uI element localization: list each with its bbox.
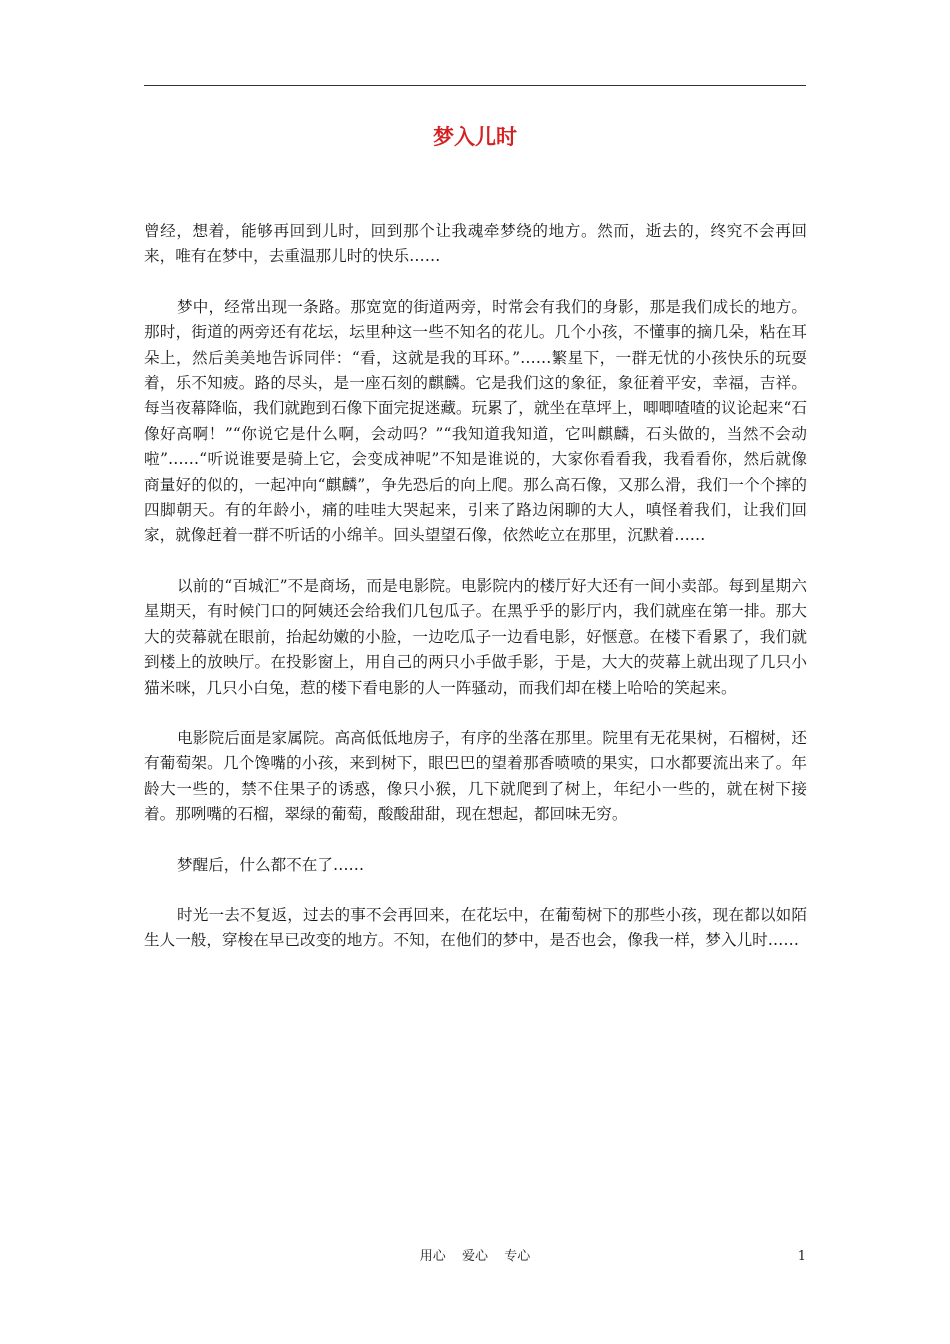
paragraph-cinema: 以前的“百城汇”不是商场，而是电影院。电影院内的楼厅好大还有一间小卖部。每到星期六星期天，有时候门口的阿姨还会给我们几包瓜子。在黑乎乎的影厅内，我们就座在第一排。那大大的荧幕就在眼前，抬起幼嫩的小脸，一边吃瓜子一边看电影，好惬意。在楼下看累了，我们就到楼上的放映厅。在投影窗上，用自己的两只小手做手影，于是，大大的荧幕上就出现了几只小猫米咪，几只小白兔，惹的楼下看电影的人一阵骚动，而我们却在楼上哈哈的笑起来。 [144, 576, 807, 697]
header-rule [144, 85, 806, 86]
paragraph-street: 梦中，经常出现一条路。那宽宽的街道两旁，时常会有我们的身影，那是我们成长的地方。那时，街道的两旁还有花坛，坛里种这一些不知名的花儿。几个小孩，不懂事的摘几朵，粘在耳朵上，然后美美地告诉同伴：“看，这就是我的耳环。”……繁星下，一群无忧的小孩快乐的玩耍着，乐不知疲。路的尽头，是一座石刻的麒麟。它是我们这的象征，象征着平安，幸福，吉祥。每当夜幕降临，我们就跑到石像下面完捉迷藏。玩累了，就坐在草坪上，唧唧喳喳的议论起来“石像好高啊！”“你说它是什么啊，会动吗？”“我知道我知道，它叫麒麟，石头做的，当然不会动啦”……“听说谁要是骑上它，会变成神呢”不知是谁说的，大家你看看我，我看看你，然后就像商量好的似的，一起冲向“麒麟”，争先恐后的向上爬。那么高石像，又那么滑，我们一个个摔的四脚朝天。有的年龄小，痛的哇哇大哭起来，引来了路边闲聊的大人，嗔怪着我们，让我们回家，就像赶着一群不听话的小绵羊。回头望望石像，依然屹立在那里，沉默着…… [144, 297, 807, 545]
footer-motto: 用心 爱心 专心 [419, 1249, 531, 1264]
paragraph-courtyard: 电影院后面是家属院。高高低低地房子，有序的坐落在那里。院里有无花果树，石榴树，还有葡萄架。几个馋嘴的小孩，来到树下，眼巴巴的望着那香喷喷的果实，口水都要流出来了。年龄大一些的，禁不住果子的诱惑，像只小猴，几下就爬到了树上，年纪小一些的，就在树下接着。那咧嘴的石榴，翠绿的葡萄，酸酸甜甜，现在想起，都回味无穷。 [144, 728, 807, 824]
paragraph-closing: 时光一去不复返，过去的事不会再回来，在花坛中，在葡萄树下的那些小孩，现在都以如陌生人一般，穿梭在早已改变的地方。不知，在他们的梦中，是否也会，像我一样，梦入儿时…… [144, 905, 807, 950]
document-body [144, 219, 807, 979]
page-number: 1 [797, 1249, 806, 1264]
document-title: 梦入儿时 [433, 125, 517, 149]
paragraph-intro: 曾经，想着，能够再回到儿时，回到那个让我魂牵梦绕的地方。然而，逝去的，终究不会再回来，唯有在梦中，去重温那儿时的快乐…… [144, 222, 807, 266]
paragraph-awake: 梦醒后，什么都不在了…… [177, 855, 365, 874]
